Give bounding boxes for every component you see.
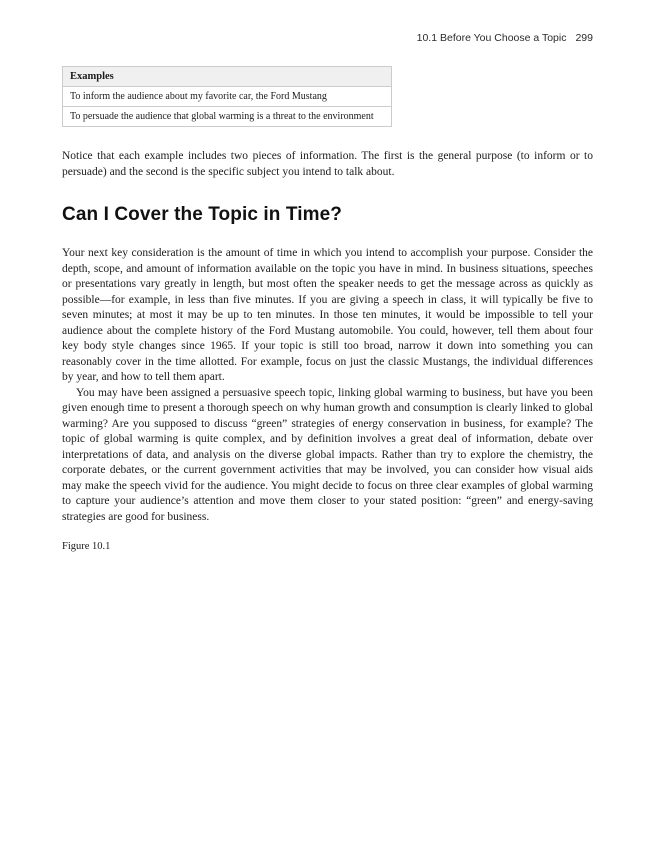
running-head-title: 10.1 Before You Choose a Topic bbox=[416, 32, 567, 44]
table-row bbox=[63, 107, 392, 127]
table-cell-example-1: To inform the audience about my favorite car, the Ford Mustang bbox=[63, 87, 392, 107]
table-row bbox=[63, 87, 392, 107]
section-heading: Can I Cover the Topic in Time? bbox=[62, 204, 342, 225]
paragraph-notice: Notice that each example includes two pieces of information. The first is the general purpose (to inform or to persuade) and the second is the specific subject you intend to talk about. bbox=[62, 150, 593, 178]
paragraph-body-1: Your next key consideration is the amount of time in which you intend to accomplish your purpose. Consider the depth, scope, and amount of information available on the topic you have in mind. In business situations, speeches or presentations vary greatly in length, but most often the speaker needs to get the message across as quickly as possible—for example, in less than five minutes. If you are giving a speech in class, it will typically be five to seven minutes; at most it may be up to ten minutes. In those ten minutes, it would be impossible to tell your audience about the complete history of the Ford Mustang automobile. You could, however, tell them about four key body style changes since 1965. If your topic is still too broad, narrow it down into something you can reasonably cover in the time allotted. For example, focus on just the classic Mustangs, the individual differences by year, and how to tell them apart. bbox=[62, 247, 593, 383]
page-number: 299 bbox=[575, 32, 593, 44]
table-cell-example-2: To persuade the audience that global warming is a threat to the environment bbox=[63, 107, 392, 127]
figure-caption: Figure 10.1 bbox=[62, 541, 111, 552]
paragraph-body-2: You may have been assigned a persuasive speech topic, linking global warming to business, but have you been given enough time to present a thorough speech on why human growth and consumption is clearly linked to global warming? Are you supposed to discuss “green” strategies of energy conservation in business, for example? The topic of global warming is quite complex, and by definition involves a great deal of information, debate over interpretations of data, and analysis on the diverse global impacts. Rather than try to explore the chemistry, the corporate debates, or the current government activities that may be involved, you can consider how visual aids may make the speech vivid for the audience. You might decide to focus on three clear examples of global warming to capture your audience’s attention and move them closer to your stated position: “green” and energy-saving strategies are good for business. bbox=[62, 386, 593, 523]
examples-table bbox=[62, 66, 392, 127]
examples-table-header-row bbox=[63, 67, 392, 87]
examples-table-header-cell: Examples bbox=[63, 67, 392, 87]
running-head bbox=[62, 32, 593, 44]
